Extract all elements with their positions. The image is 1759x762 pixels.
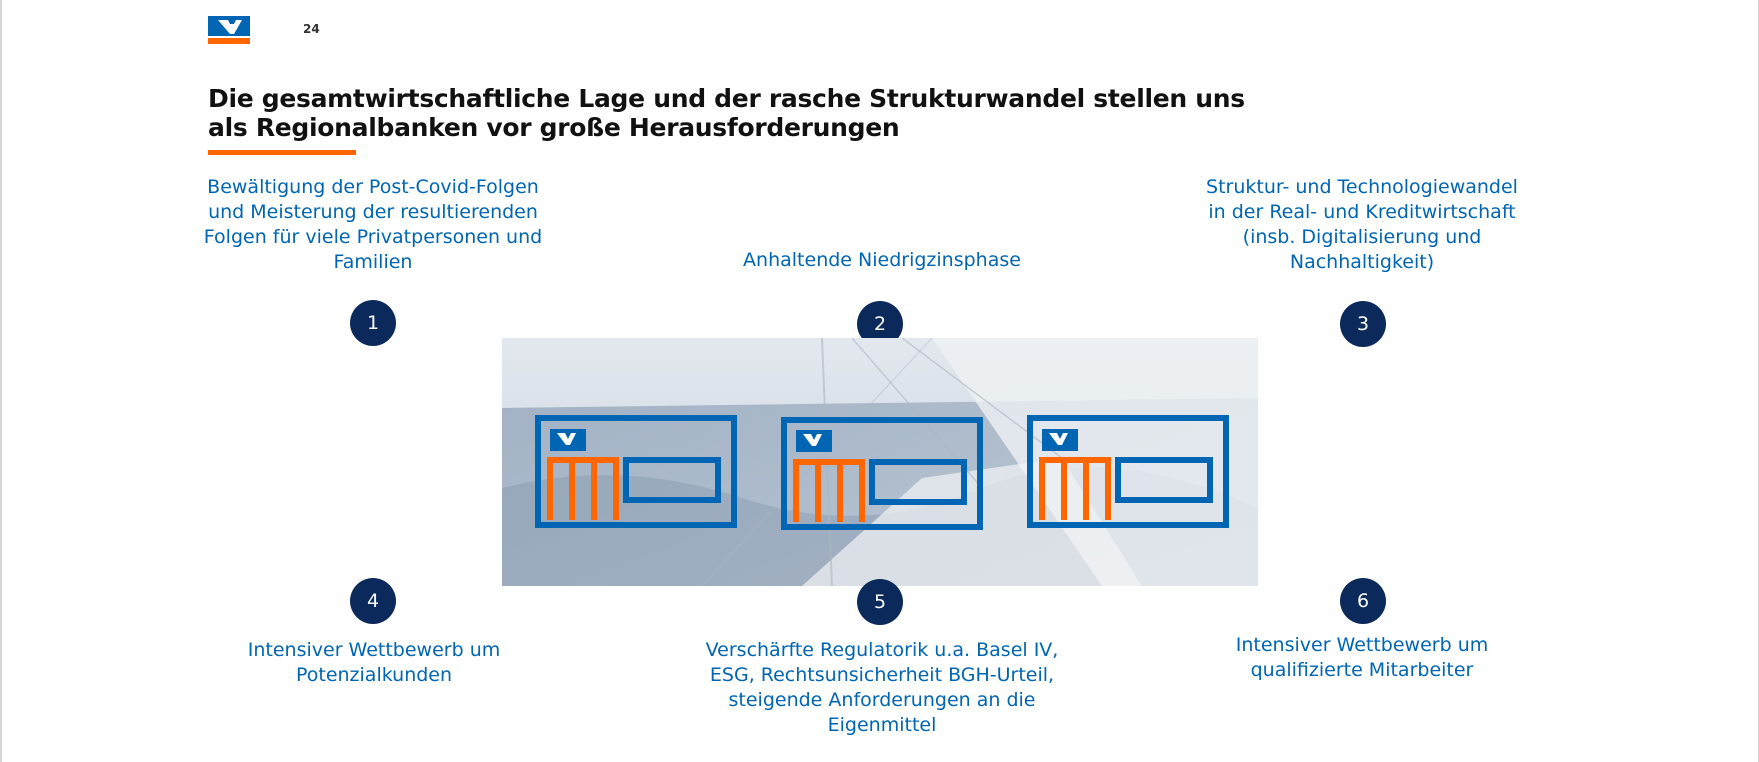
page-number: 24 [303, 22, 320, 36]
number-badge-1: 1 [350, 300, 396, 346]
challenge-label-3: Struktur- und Technologiewandel in der Real- und Kreditwirtschaft (insb. Digitalisierung und Nachhaltigkeit) [1206, 176, 1518, 273]
number-badge-3: 3 [1340, 301, 1386, 347]
number-badge-2: 2 [857, 301, 903, 347]
sailing-photo [502, 338, 1258, 586]
challenge-label-6: Intensiver Wettbewerb um qualifizierte Mitarbeiter [1235, 634, 1489, 681]
slide [2, 0, 1758, 762]
volksbank-logo-icon [208, 16, 250, 44]
challenge-label-2: Anhaltende Niedrigzinsphase [743, 249, 1021, 271]
number-badge-5: 5 [857, 579, 903, 625]
title-line-1: Die gesamtwirtschaftliche Lage und der rasche Strukturwandel stellen uns [208, 84, 1245, 113]
title-underline [208, 150, 356, 155]
number-badge-6: 6 [1340, 578, 1386, 624]
page-title [208, 84, 1258, 142]
number-badge-4: 4 [350, 578, 396, 624]
challenge-label-5: Verschärfte Regulatorik u.a. Basel IV, ESG, Rechtsunsicherheit BGH-Urteil, steigende Anforderungen an die Eigenmittel [705, 639, 1059, 736]
challenge-label-1: Bewältigung der Post-Covid-Folgen und Meisterung der resultierenden Folgen für viele Privatpersonen und Familien [203, 176, 543, 273]
challenge-label-4: Intensiver Wettbewerb um Potenzialkunden [247, 639, 501, 686]
title-line-2: als Regionalbanken vor große Herausforderungen [208, 113, 900, 142]
